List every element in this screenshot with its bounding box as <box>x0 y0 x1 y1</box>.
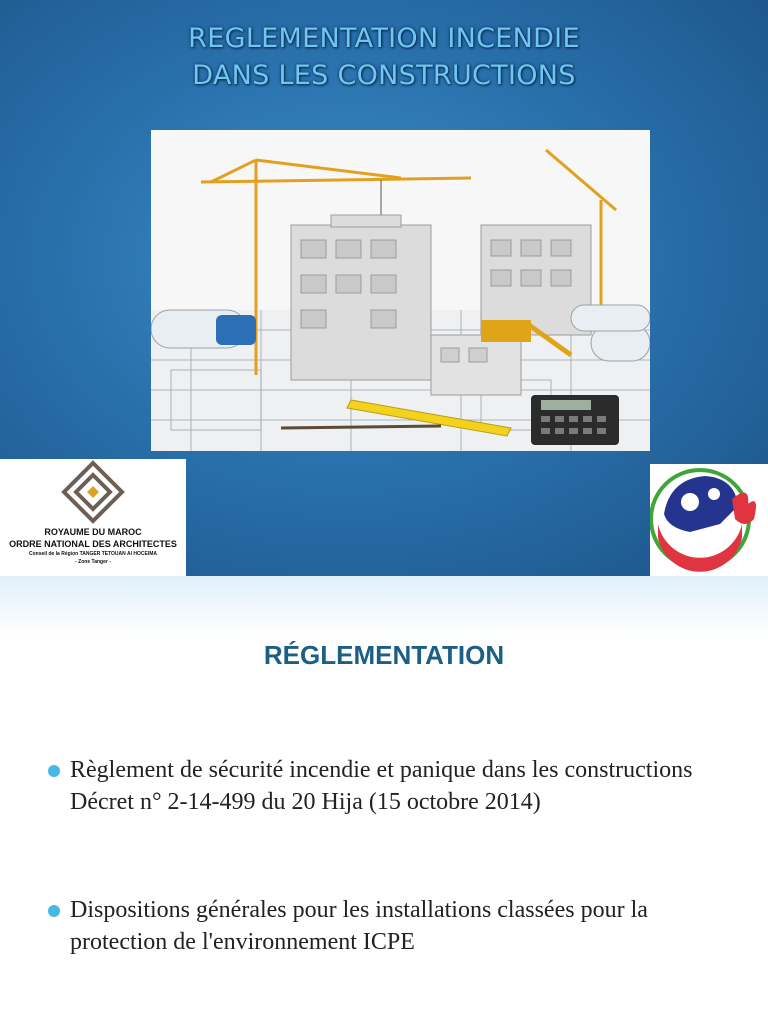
slide-title <box>0 20 768 94</box>
bullet-icon <box>48 905 60 917</box>
construction-illustration <box>151 130 650 451</box>
logo-left-line-2: ORDRE NATIONAL DES ARCHITECTES <box>9 539 177 549</box>
list-item <box>48 894 728 958</box>
title-line-1: REGLEMENTATION INCENDIE <box>188 23 580 54</box>
slide-header-band <box>0 576 768 636</box>
regulation-slide <box>0 576 768 1024</box>
bullet-text: Règlement de sécurité incendie et panique dans les constructions Décret n° 2-14-499 du 20 Hija (15 octobre 2014) <box>70 757 693 815</box>
bullet-icon <box>48 765 60 777</box>
section-title: RÉGLEMENTATION <box>263 640 505 670</box>
logo-left-line-1: ROYAUME DU MAROC <box>44 527 142 537</box>
title-line-2: DANS LES CONSTRUCTIONS <box>192 60 576 91</box>
list-item <box>48 754 728 818</box>
logo-left-line-3: Conseil de la Région TANGER TETOUAN Al HOCEIMA <box>29 551 157 557</box>
bullet-text: Dispositions générales pour les installations classées pour la protection de l'environnement ICPE <box>70 897 648 955</box>
geometric-emblem-icon <box>0 459 186 525</box>
architects-order-logo <box>0 459 186 576</box>
construction-image <box>151 130 650 451</box>
bullet-list <box>48 754 728 958</box>
logo-left-line-4: - Zone Tanger - <box>75 559 111 565</box>
besie-logo <box>650 464 768 576</box>
firefighter-helmet-icon <box>650 464 768 576</box>
besie-label: BESIE <box>687 546 709 553</box>
